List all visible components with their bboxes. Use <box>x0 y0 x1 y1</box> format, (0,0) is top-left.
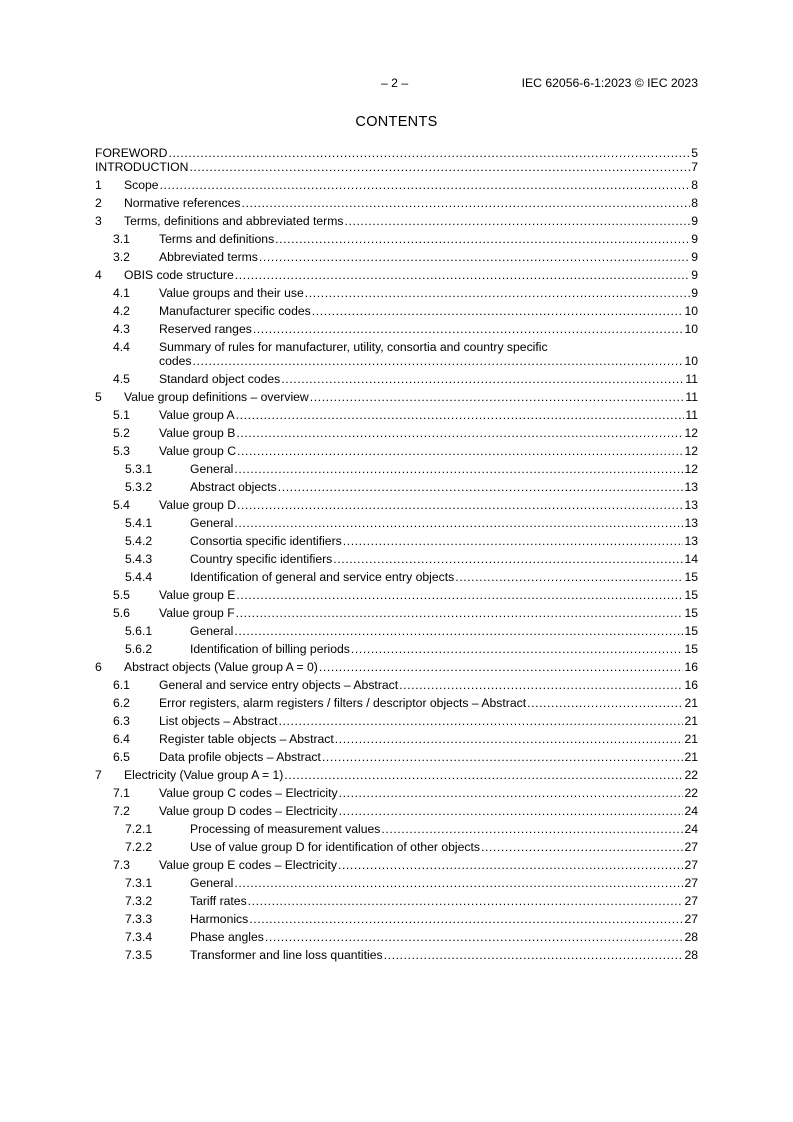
toc-entry-number: 7.3.2 <box>125 894 153 908</box>
toc-entry[interactable] <box>95 674 698 692</box>
toc-entry-number: 6.1 <box>113 678 130 692</box>
toc-entry-number: 5.4.3 <box>125 552 153 566</box>
dot-leader <box>527 696 683 710</box>
toc-entry-number: 5.4 <box>113 498 130 512</box>
standard-header: IEC 62056-6-1:2023 © IEC 2023 <box>521 76 698 90</box>
dot-leader <box>236 606 684 620</box>
toc-entry-page: 9 <box>691 232 698 246</box>
toc-entry-title: Transformer and line loss quantities <box>190 948 383 962</box>
toc-entry[interactable] <box>95 584 698 602</box>
toc-entry-page: 12 <box>684 444 698 458</box>
dot-leader <box>399 678 683 692</box>
toc-entry[interactable] <box>95 300 698 318</box>
dot-leader <box>259 250 690 264</box>
toc-entry-page: 12 <box>684 426 698 440</box>
toc-entry-page: 10 <box>684 322 698 336</box>
toc-entry[interactable] <box>95 282 698 300</box>
toc-entry[interactable] <box>95 228 698 246</box>
toc-entry[interactable] <box>95 160 698 174</box>
toc-entry-page: 24 <box>684 804 698 818</box>
toc-entry-page: 24 <box>684 822 698 836</box>
toc-entry-title: Standard object codes <box>159 372 281 386</box>
dot-leader <box>322 750 684 764</box>
toc-entry-title: Processing of measurement values <box>190 822 381 836</box>
toc-entry-number: 5.3.2 <box>125 480 153 494</box>
dot-leader <box>248 894 684 908</box>
toc-entry[interactable] <box>95 210 698 228</box>
toc-entry-number: 4.2 <box>113 304 130 318</box>
toc-entry[interactable] <box>95 764 698 782</box>
dot-leader <box>319 660 684 674</box>
toc-entry-page: 16 <box>684 660 698 674</box>
toc-entry-title: Value group definitions – overview <box>124 390 309 404</box>
toc-entry-number: 4.3 <box>113 322 130 336</box>
dot-leader <box>384 948 684 962</box>
dot-leader <box>481 840 683 854</box>
dot-leader <box>339 804 684 818</box>
dot-leader <box>381 822 683 836</box>
toc-entry-page: 21 <box>684 714 698 728</box>
toc-entry[interactable] <box>95 782 698 800</box>
toc-entry-title: General <box>190 462 234 476</box>
toc-entry-number: 5.6 <box>113 606 130 620</box>
dot-leader <box>338 858 683 872</box>
toc-entry-number: 4.1 <box>113 286 130 300</box>
toc-entry-title: Value group B <box>159 426 236 440</box>
dot-leader <box>265 930 684 944</box>
toc-entry-page: 28 <box>684 948 698 962</box>
toc-entry-title: INTRODUCTION <box>95 160 189 174</box>
toc-entry-title: Identification of billing periods <box>190 642 350 656</box>
toc-entry-page: 12 <box>684 462 698 476</box>
toc-entry-page: 8 <box>691 196 698 210</box>
dot-leader <box>344 214 690 228</box>
toc-entry[interactable] <box>95 746 698 764</box>
toc-entry-page: 13 <box>684 498 698 512</box>
toc-entry-title: Value group D <box>159 498 237 512</box>
toc-entry[interactable] <box>95 404 698 422</box>
toc-entry-title: Phase angles <box>190 930 264 944</box>
dot-leader <box>168 146 690 160</box>
toc-entry-title-continued <box>159 354 698 368</box>
toc-entry-number: 7.3 <box>113 858 130 872</box>
toc-entry-page: 5 <box>691 146 698 160</box>
toc-entry-page: 10 <box>684 354 698 368</box>
toc-entry-number: 2 <box>95 196 102 210</box>
toc-entry[interactable] <box>95 836 698 854</box>
dot-leader <box>333 552 683 566</box>
dot-leader <box>189 160 690 174</box>
toc-entry-number: 3.2 <box>113 250 130 264</box>
toc-entry-title: Reserved ranges <box>159 322 252 336</box>
toc-entry-number: 1 <box>95 178 102 192</box>
dot-leader <box>284 768 683 782</box>
toc-entry[interactable] <box>95 620 698 638</box>
toc-entry-number: 5.6.1 <box>125 624 153 638</box>
toc-entry-page: 15 <box>684 570 698 584</box>
toc-entry-page: 9 <box>691 214 698 228</box>
toc-entry-number: 5.2 <box>113 426 130 440</box>
dot-leader <box>234 876 683 890</box>
toc-entry[interactable] <box>95 854 698 872</box>
dot-leader <box>160 178 691 192</box>
dot-leader <box>335 732 684 746</box>
toc-entry-title: FOREWORD <box>95 146 168 160</box>
toc-entry[interactable] <box>95 692 698 710</box>
toc-entry-page: 7 <box>691 160 698 174</box>
toc-entry-title: Consortia specific identifiers <box>190 534 342 548</box>
toc-entry-title: Country specific identifiers <box>190 552 333 566</box>
toc-entry-number: 6 <box>95 660 102 674</box>
dot-leader <box>237 444 683 458</box>
toc-entry[interactable] <box>95 458 698 476</box>
toc-entry-title: General <box>190 624 234 638</box>
toc-entry[interactable] <box>95 800 698 818</box>
toc-entry[interactable] <box>95 318 698 336</box>
toc-entry[interactable] <box>95 638 698 656</box>
toc-entry[interactable] <box>95 386 698 404</box>
toc-entry-page: 27 <box>684 840 698 854</box>
toc-entry[interactable] <box>95 422 698 440</box>
toc-entry[interactable] <box>95 368 698 386</box>
dot-leader <box>249 912 683 926</box>
toc-entry-title: General and service entry objects – Abstract <box>159 678 399 692</box>
toc-entry-page: 27 <box>684 876 698 890</box>
toc-entry-title: Value group F <box>159 606 235 620</box>
toc-entry[interactable] <box>95 872 698 890</box>
toc-entry[interactable] <box>95 548 698 566</box>
toc-entry-title: Value group E <box>159 588 236 602</box>
toc-entry-number: 5 <box>95 390 102 404</box>
toc-entry-page: 13 <box>684 480 698 494</box>
toc-entry-title: Value group C <box>159 444 237 458</box>
toc-entry-number: 5.4.1 <box>125 516 153 530</box>
toc-entry-number: 5.4.2 <box>125 534 153 548</box>
toc-entry-title: Value group D codes – Electricity <box>159 804 338 818</box>
toc-entry-title: Abstract objects <box>190 480 277 494</box>
toc-entry-page: 27 <box>684 894 698 908</box>
toc-entry-number: 7.3.1 <box>125 876 153 890</box>
dot-leader <box>351 642 684 656</box>
toc-entry-number: 7.3.3 <box>125 912 153 926</box>
dot-leader <box>455 570 683 584</box>
toc-entry[interactable] <box>95 440 698 458</box>
dot-leader <box>339 786 684 800</box>
toc-entry-number: 6.2 <box>113 696 130 710</box>
dot-leader <box>236 426 683 440</box>
toc-entry[interactable] <box>95 566 698 584</box>
dot-leader <box>279 714 684 728</box>
toc-entry-title: Value group A <box>159 408 235 422</box>
toc-entry-title: Identification of general and service entry objects <box>190 570 455 584</box>
toc-entry-number: 4.5 <box>113 372 130 386</box>
toc-entry-number: 6.4 <box>113 732 130 746</box>
dot-leader <box>235 268 690 282</box>
toc-entry[interactable] <box>95 246 698 264</box>
toc-entry-number: 5.5 <box>113 588 130 602</box>
toc-entry-title: Abbreviated terms <box>159 250 258 264</box>
toc-entry-page: 13 <box>684 516 698 530</box>
toc-entry-page: 21 <box>684 696 698 710</box>
toc-entry[interactable] <box>95 890 698 908</box>
toc-entry-page: 13 <box>684 534 698 548</box>
dot-leader <box>310 390 685 404</box>
toc-entry[interactable] <box>95 174 698 192</box>
toc-entry-page: 15 <box>684 588 698 602</box>
page-number-header: – 2 – <box>381 76 409 90</box>
toc-entry-number: 6.3 <box>113 714 130 728</box>
toc-entry-page: 11 <box>685 408 698 422</box>
toc-entry-page: 14 <box>684 552 698 566</box>
toc-entry-title: Tariff rates <box>190 894 247 908</box>
toc-entry-number: 5.6.2 <box>125 642 153 656</box>
dot-leader <box>253 322 684 336</box>
dot-leader <box>275 232 690 246</box>
toc-entry-title: Harmonics <box>190 912 249 926</box>
toc-entry-number: 4 <box>95 268 102 282</box>
toc-entry-title: General <box>190 876 234 890</box>
toc-entry-page: 27 <box>684 858 698 872</box>
toc-entry-number: 3.1 <box>113 232 130 246</box>
toc-entry-number: 7.2 <box>113 804 130 818</box>
toc-entry-title: Normative references <box>124 196 241 210</box>
toc-entry[interactable] <box>95 926 698 944</box>
toc-entry-title-cont: codes <box>159 354 192 368</box>
toc-entry-number: 4.4 <box>113 340 130 354</box>
toc-entry-page: 21 <box>684 750 698 764</box>
toc-entry-number: 7.2.1 <box>125 822 153 836</box>
dot-leader <box>278 480 684 494</box>
toc-entry-title: Scope <box>124 178 159 192</box>
toc-entry[interactable] <box>95 264 698 282</box>
toc-entry-title: Electricity (Value group A = 1) <box>124 768 284 782</box>
toc-entry[interactable] <box>95 476 698 494</box>
toc-entry[interactable] <box>95 602 698 620</box>
toc-entry-title: Data profile objects – Abstract <box>159 750 321 764</box>
toc-entry[interactable] <box>95 656 698 674</box>
toc-entry-title: List objects – Abstract <box>159 714 278 728</box>
toc-entry-title: Error registers, alarm registers / filters / descriptor objects – Abstract <box>159 696 527 710</box>
toc-entry-page: 27 <box>684 912 698 926</box>
toc-entry-page: 9 <box>691 286 698 300</box>
toc-entry-number: 6.5 <box>113 750 130 764</box>
toc-entry-title: Terms and definitions <box>159 232 275 246</box>
toc-entry[interactable] <box>95 908 698 926</box>
toc-entry-page: 15 <box>684 642 698 656</box>
dot-leader <box>343 534 684 548</box>
toc-entry-page: 15 <box>684 606 698 620</box>
toc-entry-number: 7.3.4 <box>125 930 153 944</box>
toc-entry[interactable] <box>95 336 698 368</box>
toc-entry[interactable] <box>95 728 698 746</box>
toc-entry-page: 11 <box>685 372 698 386</box>
toc-entry-title: Terms, definitions and abbreviated terms <box>124 214 344 228</box>
toc-entry-title: Value group E codes – Electricity <box>159 858 337 872</box>
toc-entry-title: Register table objects – Abstract <box>159 732 334 746</box>
toc-entry-number: 5.4.4 <box>125 570 153 584</box>
toc-entry-page: 22 <box>684 786 698 800</box>
toc-entry[interactable] <box>95 146 698 160</box>
toc-entry-title: Abstract objects (Value group A = 0) <box>124 660 318 674</box>
toc-entry-body <box>159 340 698 368</box>
toc-entry-number: 3 <box>95 214 102 228</box>
toc-entry-number: 7.1 <box>113 786 130 800</box>
table-of-contents <box>95 146 698 962</box>
toc-entry-title: Value groups and their use <box>159 286 304 300</box>
dot-leader <box>281 372 684 386</box>
toc-entry[interactable] <box>95 530 698 548</box>
toc-entry[interactable] <box>95 512 698 530</box>
dot-leader <box>234 624 683 638</box>
toc-entry[interactable] <box>95 818 698 836</box>
toc-entry-page: 15 <box>684 624 698 638</box>
dot-leader <box>312 304 684 318</box>
toc-entry[interactable] <box>95 944 698 962</box>
toc-entry-page: 28 <box>684 930 698 944</box>
dot-leader <box>234 516 683 530</box>
toc-entry-page: 10 <box>684 304 698 318</box>
toc-entry-number: 5.3.1 <box>125 462 153 476</box>
toc-entry-number: 7.3.5 <box>125 948 153 962</box>
toc-entry[interactable] <box>95 192 698 210</box>
dot-leader <box>193 354 684 368</box>
toc-entry-title: Manufacturer specific codes <box>159 304 311 318</box>
toc-entry-page: 8 <box>691 178 698 192</box>
dot-leader <box>236 588 683 602</box>
toc-entry-title: Value group C codes – Electricity <box>159 786 338 800</box>
toc-entry-page: 9 <box>691 268 698 282</box>
toc-entry-number: 7.2.2 <box>125 840 153 854</box>
toc-entry[interactable] <box>95 710 698 728</box>
contents-title: CONTENTS <box>355 114 438 130</box>
dot-leader <box>236 408 685 422</box>
toc-entry-title: General <box>190 516 234 530</box>
toc-entry-number: 7 <box>95 768 102 782</box>
toc-entry-page: 9 <box>691 250 698 264</box>
toc-entry-number: 5.3 <box>113 444 130 458</box>
dot-leader <box>234 462 683 476</box>
toc-entry-page: 22 <box>684 768 698 782</box>
toc-entry-title: Use of value group D for identification of other objects <box>190 840 480 854</box>
toc-entry-number: 5.1 <box>113 408 130 422</box>
toc-entry[interactable] <box>95 494 698 512</box>
toc-entry-title: OBIS code structure <box>124 268 234 282</box>
dot-leader <box>305 286 690 300</box>
dot-leader <box>237 498 683 512</box>
toc-entry-title: Summary of rules for manufacturer, utility, consortia and country specific <box>159 340 548 354</box>
toc-entry-page: 11 <box>685 390 698 404</box>
toc-entry-page: 21 <box>684 732 698 746</box>
toc-entry-page: 16 <box>684 678 698 692</box>
dot-leader <box>242 196 691 210</box>
